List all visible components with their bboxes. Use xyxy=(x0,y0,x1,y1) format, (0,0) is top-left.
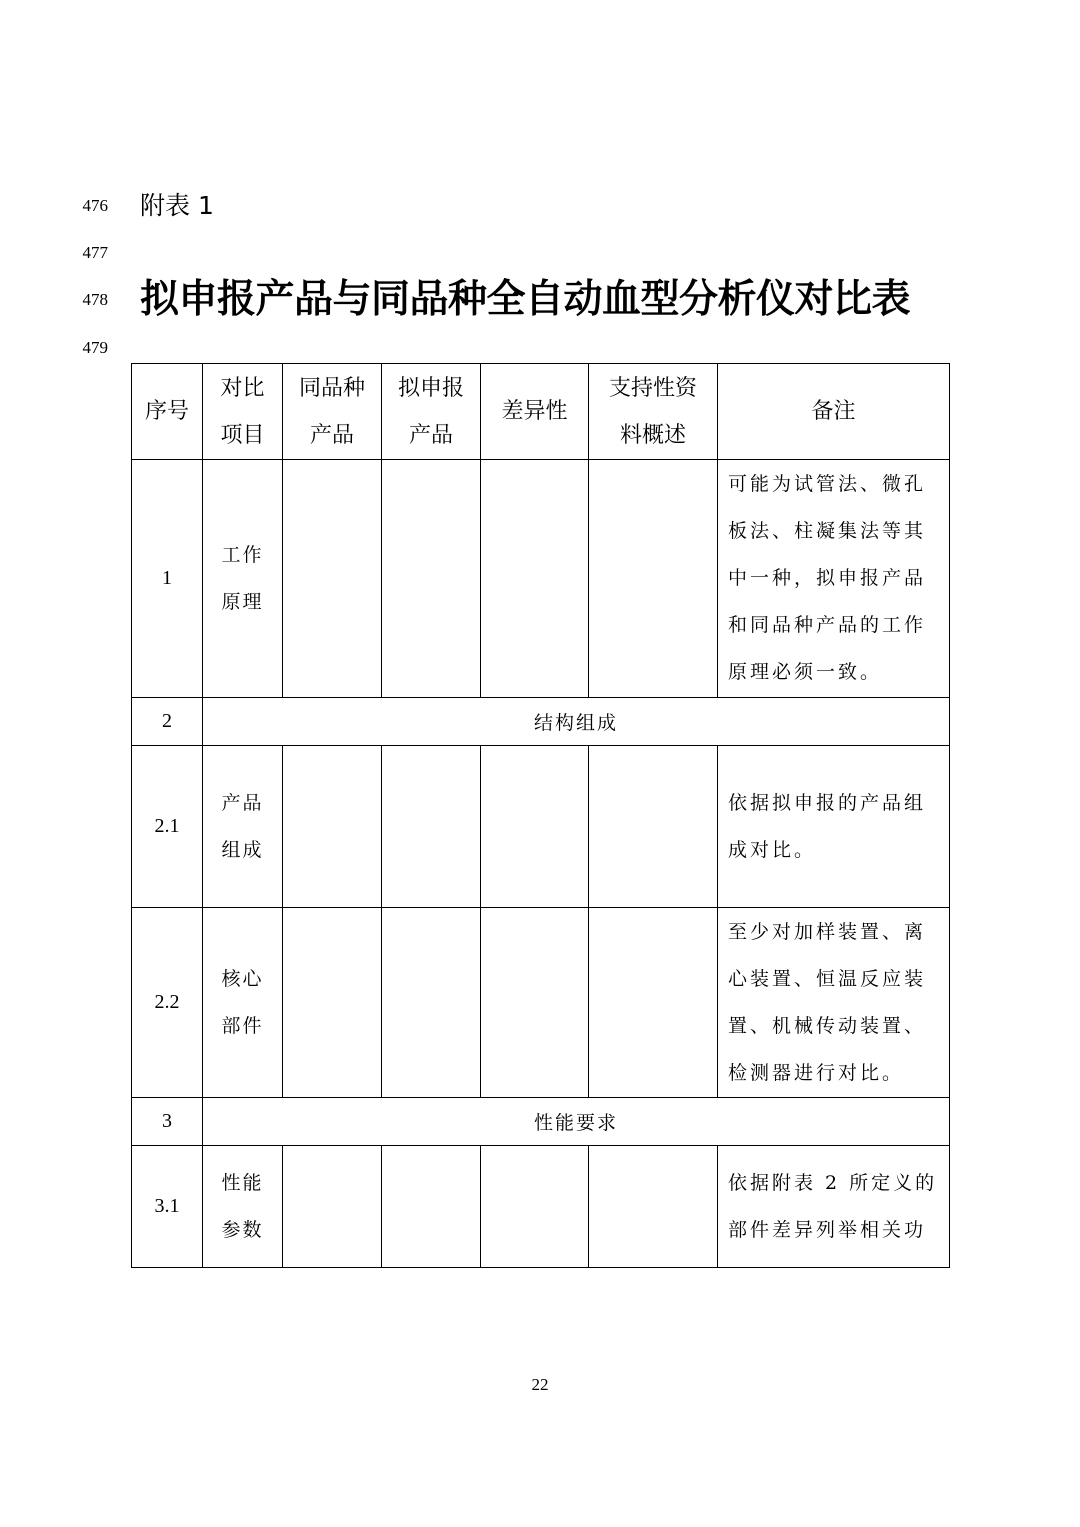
difference-cell xyxy=(481,460,589,698)
annex-label: 附表 1 xyxy=(140,191,214,220)
page-number: 22 xyxy=(531,1375,549,1394)
section-row xyxy=(132,1098,950,1146)
difference-cell xyxy=(481,746,589,908)
header-compare-item: 对比 项目 xyxy=(203,364,283,460)
supporting-cell xyxy=(589,460,718,698)
proposed-cell xyxy=(382,746,481,908)
same-type-cell xyxy=(283,908,382,1098)
compare-item: 工作 原理 xyxy=(203,460,283,698)
row-number: 3 xyxy=(132,1098,203,1146)
comparison-table xyxy=(131,363,950,1268)
line-number-478: 478 xyxy=(82,290,108,309)
table-row xyxy=(132,1146,950,1268)
supporting-cell xyxy=(589,908,718,1098)
remarks-cell: 至少对加样装置、离心装置、恒温反应装置、机械传动装置、检测器进行对比。 xyxy=(718,908,950,1098)
section-row xyxy=(132,698,950,746)
remarks-cell: 依据拟申报的产品组成对比。 xyxy=(718,746,950,908)
header-seq: 序号 xyxy=(132,364,203,460)
proposed-cell xyxy=(382,1146,481,1268)
table-row xyxy=(132,908,950,1098)
compare-item: 产品 组成 xyxy=(203,746,283,908)
line-number-476: 476 xyxy=(82,196,108,215)
line-number-479: 479 xyxy=(82,338,108,357)
row-number: 2.2 xyxy=(132,908,203,1098)
supporting-cell xyxy=(589,1146,718,1268)
same-type-cell xyxy=(283,1146,382,1268)
section-title: 性能要求 xyxy=(203,1098,950,1146)
supporting-cell xyxy=(589,746,718,908)
row-number: 1 xyxy=(132,460,203,698)
proposed-cell xyxy=(382,908,481,1098)
header-proposed-product: 拟申报 产品 xyxy=(382,364,481,460)
header-difference: 差异性 xyxy=(481,364,589,460)
header-remarks: 备注 xyxy=(718,364,950,460)
section-title: 结构组成 xyxy=(203,698,950,746)
document-title: 拟申报产品与同品种全自动血型分析仪对比表 xyxy=(140,277,911,322)
table-row xyxy=(132,746,950,908)
line-number-477: 477 xyxy=(82,243,108,262)
row-number: 3.1 xyxy=(132,1146,203,1268)
difference-cell xyxy=(481,908,589,1098)
same-type-cell xyxy=(283,746,382,908)
same-type-cell xyxy=(283,460,382,698)
header-supporting-material: 支持性资 料概述 xyxy=(589,364,718,460)
remarks-cell: 依据附表 2 所定义的部件差异列举相关功 xyxy=(718,1146,950,1268)
remarks-cell: 可能为试管法、微孔板法、柱凝集法等其中一种，拟申报产品和同品种产品的工作原理必须一致。 xyxy=(718,460,950,698)
compare-item: 核心 部件 xyxy=(203,908,283,1098)
compare-item: 性能 参数 xyxy=(203,1146,283,1268)
table-row xyxy=(132,460,950,698)
proposed-cell xyxy=(382,460,481,698)
table-header-row xyxy=(132,364,950,460)
difference-cell xyxy=(481,1146,589,1268)
row-number: 2 xyxy=(132,698,203,746)
row-number: 2.1 xyxy=(132,746,203,908)
header-same-type-product: 同品种 产品 xyxy=(283,364,382,460)
